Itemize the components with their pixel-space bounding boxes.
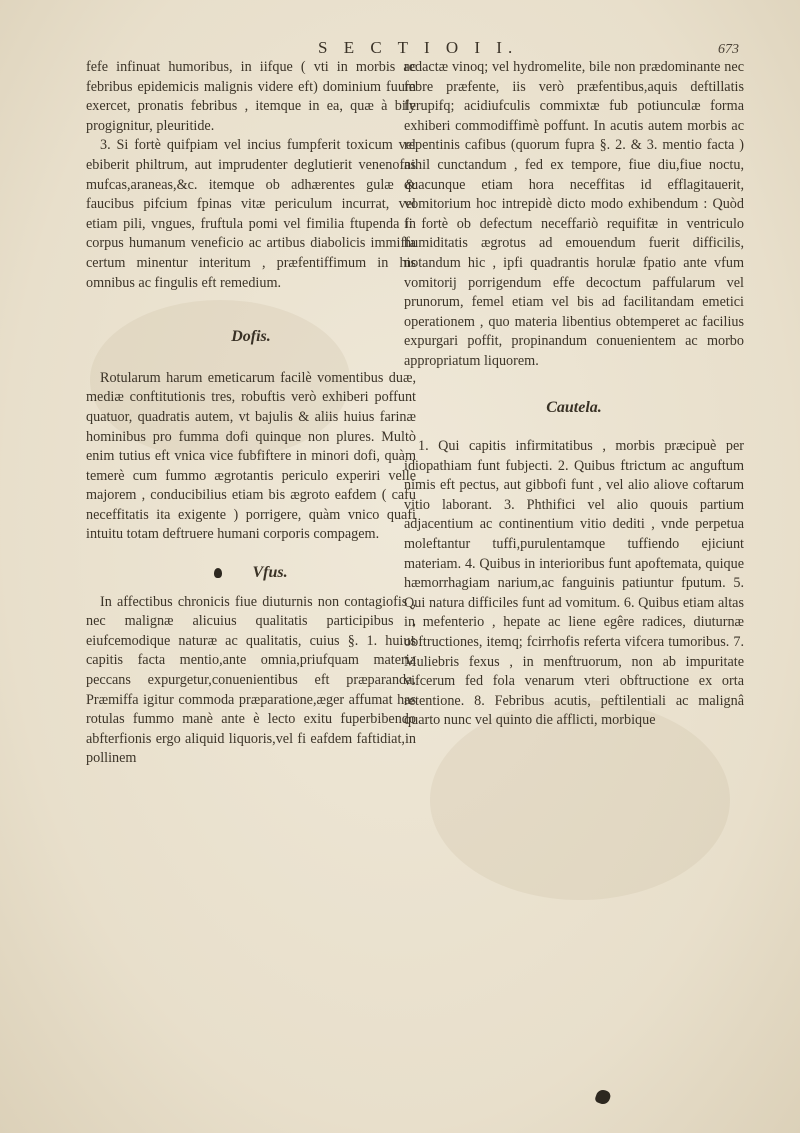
left-column bbox=[86, 58, 416, 769]
printer-ornament-icon bbox=[214, 568, 222, 578]
paragraph-dosis: Rotularum harum emeticarum facilè vomentibus duæ, mediæ conftitutionis tres, robuftis verò exhiberi poffunt quatuor, quadratis autem, vt bajulis & aliis huius farinæ hominibus pro fumma dofi quinque non plures. Multò enim tutius eft vnica vice fubfiftere in minori dofi, quàm temerè cum fummo ægrotantis periculo experiri velle majorem , conducibilius etiam bis ægroto eafdem ( cafu neceffitatis ita exigente ) porrigere, quàm vnico quafi intuitu totam deftruere humani corporis compagem. bbox=[86, 369, 416, 543]
paragraph-continuation-right: redactæ vinoq; vel hydromelite, bile non prædominante nec febre præfente, iis verò præfentibus,aquis deftillatis fyrupifq; acidiufculis commixtæ fub potiunculæ forma exhiberi commodiffimè poffunt. In acutis autem morbis ac repentinis cafibus (quorum fupra §. 2. & 3. mentio facta ) nihil cunctandum , fed ex tempore, fiue diu,fiue noctu, quacunque etiam hora neceffitas id efflagitauerit, vomitorium hoc intrepidè dicto modo exhibendum : Quòd fi fortè ob defectum neceffariò requifitæ in ventriculo humiditatis ægrotus ad emouendum fuerit difficilis, notandum hic , ipfi quadrantis horulæ fpatio ante vfum vomitorij porrigendum effe decoctum paffularum vel prunorum, femel etiam vel bis ad facilitandam emetici operationem , quo materia libentius obtemperet ac facilius expurgari poffit, propinandum conuenientem ac morbo appropriatum liquorem. bbox=[404, 59, 744, 369]
paragraph-usus: In affectibus chronicis fiue diuturnis non contagiofis , nec malignæ alicuius qualitatis participibus , eiufcemodique naturæ ac qualitatis, cuius §. 1. huius capitis facta mentio,ante omnia,priufquam materia peccans expurgetur,conuenientibus eft præparanda. Præmiffa igitur commoda præparatione,æger affumat has rotulas fummo manè ante è lecto exitu fuperbibendo abfterfionis ergo aliquid liquoris,vel fi eafdem faftidiat,in pollinem bbox=[86, 593, 416, 767]
heading-usus bbox=[86, 563, 416, 583]
right-column bbox=[404, 58, 744, 731]
heading-cautela: Cautela. bbox=[546, 398, 602, 416]
heading-usus-text: Vfus. bbox=[252, 564, 288, 582]
running-title: S E C T I O I I. bbox=[318, 38, 519, 57]
paragraph-section-3: 3. Si fortè quifpiam vel incius fumpferit toxicum vel ebiberit philtrum, aut imprudenter deglutierit venenofas mufcas,araneas,&c. itemque ob adhærentes gulæ & faucibus pifcium fpinas vitæ periculum incurrat, vel etiam pili, vngues, fruftula pomi vel fimilia ftupenda in corpus humanum veneficio ac artibus diabolicis immiffa certum minentur interitum , præfentiffimum in his omnibus ac fingulis eft remedium. bbox=[86, 137, 416, 291]
paragraph-continuation: fefe infinuat humoribus, in iifque ( vti in morbis ac febribus epidemicis malignis videre eft) dominium fuum exercet, pronatis febribus , itemque in ea, quæ à bile progignitur, pleuritide. bbox=[86, 59, 416, 134]
page-number: 673 bbox=[718, 42, 739, 57]
paragraph-cautela: 1. Qui capitis infirmitatibus , morbis præcipuè per idiopathiam funt fubjecti. 2. Quibus ftrictum ac anguftum nimis eft pectus, aut gibbofi funt , vel alio aliove coftarum vitio laborant. 3. Phthifici vel alio quouis partium adjacentium ac continentium vitio dediti , vnde perpetua moleftantur tuffi,purulentamque tuffiendo ejiciunt materiam. 4. Quibus in interioribus funt apoftemata, quique hæmorrhagiam narium,ac fanguinis patiuntur fputum. 5. Qui natura difficiles funt ad vomitum. 6. Quibus etiam altas in mefenterio , hepate ac liene egêre radices, diuturnæ obftructiones, itemq; fcirrhofis referta vifcera tumoribus. 7. Muliebris fexus , in menftruorum, non ab impuritate vifcerum fed fola venarum vteri obftructione ex orta retentione. 8. Febribus acutis, peftilentiali ac malignâ quarto nunc vel quinto die afflicti, morbique bbox=[404, 438, 744, 729]
heading-dosis: Dofis. bbox=[231, 328, 271, 346]
ink-blot-icon bbox=[594, 1088, 612, 1106]
